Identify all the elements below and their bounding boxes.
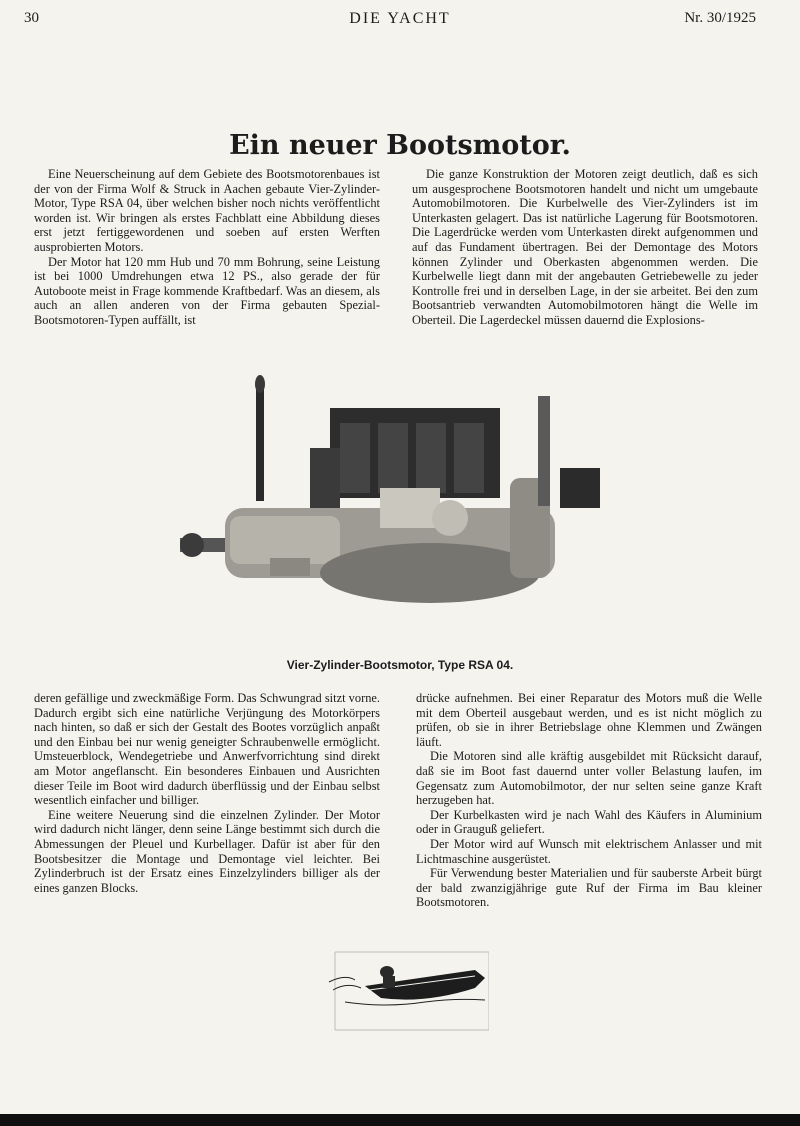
text-column-2 bbox=[412, 167, 758, 328]
page-bottom-edge bbox=[0, 1114, 800, 1126]
paragraph: Die ganze Konstruktion der Motoren zeigt deutlich, daß es sich um ausgesprochene Bootsmotoren handelt und nicht um umgebaute Automobilmotoren. Die Kurbelwelle des Vier-Zylinders ist im Unterkasten gelagert. Das ist natürliche Lagerung für Bootsmotoren. Die Lagerdrücke werden vom Unterkasten direkt aufgenommen und auf das Fundament übertragen. Bei der Demontage des Motors können Zylinder und Oberkasten abgenommen werden. Die Kurbelwelle liegt dann mit der angebauten Getriebewelle zu jeder Kontrolle frei und in derselben Lage, in der sie arbeitet. Bei den zum Bootsantrieb verwandten Automobilmotoren hängt die Welle im Oberteil. Die Lagerdeckel müssen dauernd die Explosions- bbox=[412, 167, 758, 327]
page-number: 30 bbox=[24, 10, 39, 26]
motorboat-illustration bbox=[325, 942, 489, 1032]
paragraph: Der Kurbelkasten wird je nach Wahl des Käufers in Aluminium oder in Grauguß geliefert. bbox=[416, 807, 762, 837]
paragraph: Der Motor hat 120 mm Hub und 70 mm Bohrung, seine Leistung ist bei 1000 Umdrehungen etwa 12 PS., also gerade der für Autoboote meist in Frage kommende Kraftbedarf. Was an diesem, als auch an allen anderen von der Firma gebauten Spezial-Bootsmotoren-Typen auffällt, ist bbox=[34, 254, 380, 327]
issue-number: Nr. 30/1925 bbox=[684, 10, 756, 26]
text-column-1 bbox=[34, 167, 380, 328]
magazine-title: DIE YACHT bbox=[349, 10, 451, 27]
article-title: Ein neuer Bootsmotor. bbox=[229, 130, 571, 162]
paragraph: Für Verwendung bester Materialien und für sauberste Arbeit bürgt der bald zwanzigjährige gute Ruf der Firma im Bau kleiner Bootsmotoren. bbox=[416, 866, 762, 910]
paragraph: Eine Neuerscheinung auf dem Gebiete des Bootsmotorenbaues ist der von der Firma Wolf & Struck in Aachen gebaute Vier-Zylinder-Motor, Type RSA 04, über welchen bisher noch nichts veröffentlicht worden ist. Wir bringen als erstes Fachblatt eine Abbildung dieses erst jetzt fertiggewordenen und soeben auf ersten Werften ausprobierten Motors. bbox=[34, 167, 380, 254]
paragraph: Eine weitere Neuerung sind die einzelnen Zylinder. Der Motor wird dadurch nicht länger, denn seine Länge bestimmt sich durch die Abmessungen der Pleuel und Kurbellager. Dafür ist aber für den Bootsbesitzer die Montage und Demontage viel leichter. Bei Zylinderbruch ist der Ersatz eines Einzelzylinders billiger als der eines ganzen Blocks. bbox=[34, 807, 380, 895]
paragraph: deren gefällige und zweckmäßige Form. Das Schwungrad sitzt vorne. Dadurch ergibt sich eine natürliche Verjüngung des Motorkörpers nach hinten, so daß er sich der Gestalt des Bootes vorzüglich anpaßt und den Einbau bei nur wenig geneigter Schraubenwelle ermöglicht. Umsteuerblock, Wendegetriebe und Anwerfvorrichtung sind direkt am Motor angeflanscht. Ein besonderes Einbauen und Ausrichten dieser Teile im Boot wird dadurch überflüssig und der Einbau selbst wesentlich einfacher und billiger. bbox=[34, 691, 380, 808]
text-column-4 bbox=[416, 691, 762, 910]
figure-caption: Vier-Zylinder-Bootsmotor, Type RSA 04. bbox=[286, 658, 514, 672]
paragraph: Die Motoren sind alle kräftig ausgebildet mit Rücksicht darauf, daß sie im Boot fast dauernd unter voller Belastung laufen, im Gegensatz zum Automobilmotor, der nur selten seine ganze Kraft herzugeben hat. bbox=[416, 749, 762, 808]
paragraph: drücke aufnehmen. Bei einer Reparatur des Motors muß die Welle mit dem Oberteil ausgebaut werden, und es ist nicht möglich zu prüfen, ob sie in ihrer Betriebslage ohne Klemmen und Zwängen läuft. bbox=[416, 691, 762, 749]
text-column-3 bbox=[34, 691, 380, 895]
engine-photo bbox=[170, 368, 610, 628]
paragraph: Der Motor wird auf Wunsch mit elektrischem Anlasser und mit Lichtmaschine ausgerüstet. bbox=[416, 836, 762, 866]
